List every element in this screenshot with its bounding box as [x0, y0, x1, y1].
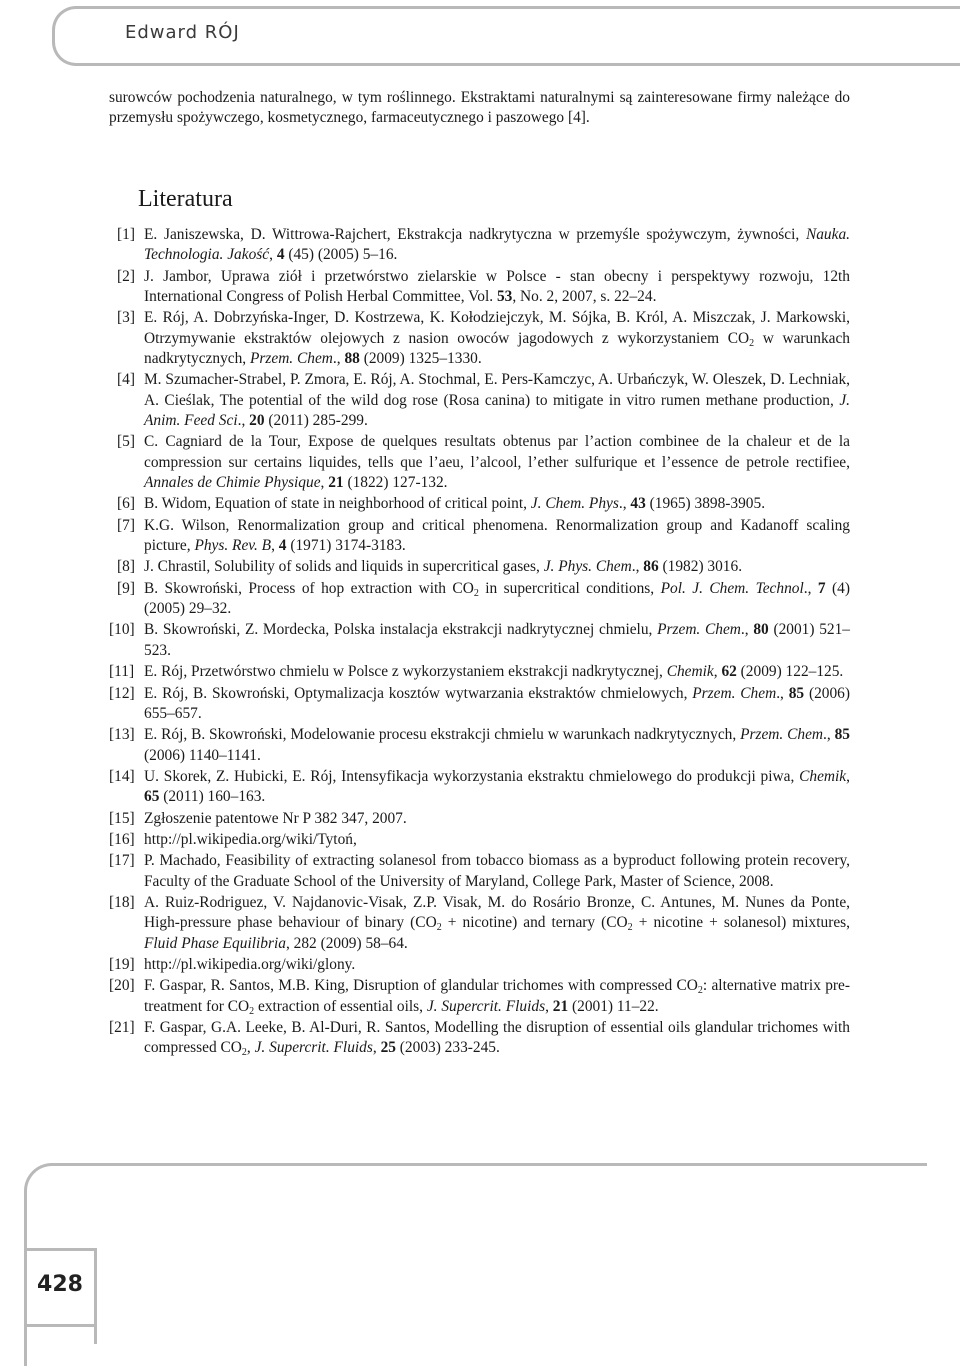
reference-item	[109, 1018, 850, 1059]
reference-number: [17]	[109, 852, 135, 870]
reference-text: B. Skowroński, Process of hop extraction with $CO_2$ in supercritical conditions, Pol. J. Chem. Technol., 7 (4) (2005) 29–32.	[144, 579, 850, 618]
page-tab-divider	[24, 1248, 94, 1251]
reference-number: [13]	[109, 726, 135, 744]
page-tab-divider	[94, 1248, 97, 1344]
reference-text: B. Skowroński, Z. Mordecka, Polska instalacja ekstrakcji nadkrytycznej chmielu, Przem. Chem., 80 (2001) 521–523.	[144, 621, 850, 659]
reference-number: [8]	[117, 558, 135, 576]
reference-number: [11]	[109, 663, 135, 681]
reference-number: [4]	[117, 371, 135, 389]
reference-number: [7]	[117, 516, 135, 534]
reference-item	[109, 579, 850, 620]
reference-text: U. Skorek, Z. Hubicki, E. Rój, Intensyfikacja wykorzystania ekstraktu chmielowego do produkcji piwa, Chemik, 65 (2011) 160–163.	[144, 767, 850, 806]
reference-text: J. Jambor, Uprawa ziół i przetwórstwo zielarskie w Polsce - stan obecny i perspektywy rozwoju, 12th International Congress of Polish Herbal Committee, Vol. 53, No. 2, 2007, s. 22–24.	[144, 267, 850, 305]
reference-number: [3]	[117, 309, 135, 327]
reference-item	[109, 830, 850, 850]
reference-number: [9]	[117, 579, 135, 597]
reference-text: K.G. Wilson, Renormalization group and critical phenomena. Renormalization group and Kadanoff scaling picture, Phys. Rev. B, 4 (1971) 3174-3183.	[144, 516, 850, 555]
reference-text: E. Rój, B. Skowroński, Optymalizacja kosztów wytwarzania ekstraktów chmielowych, Przem. Chem., 85 (2006) 655–657.	[144, 684, 850, 722]
reference-item	[109, 955, 850, 975]
reference-number: [5]	[117, 433, 135, 451]
reference-item	[109, 893, 850, 954]
reference-item	[109, 767, 850, 808]
reference-item	[109, 516, 850, 557]
reference-text: B. Widom, Equation of state in neighborhood of critical point, J. Chem. Phys., 43 (1965) 3898-3905.	[144, 495, 766, 513]
reference-number: [2]	[117, 267, 135, 285]
reference-text: M. Szumacher-Strabel, P. Zmora, E. Rój, A. Stochmal, E. Pers-Kamczyc, A. Urbańczyk, W. Oleszek, D. Lechniak, A. Cieślak, The potential of the wild dog rose (Rosa canina) to mitigate in vitro rumen methane production, J. Anim. Feed Sci., 20 (2011) 285-299.	[144, 371, 850, 429]
reference-item	[109, 494, 850, 514]
reference-item	[109, 225, 850, 266]
reference-text: http://pl.wikipedia.org/wiki/glony.	[144, 956, 356, 974]
reference-text: A. Ruiz-Rodriguez, V. Najdanovic-Visak, Z.P. Visak, M. do Rosário Bronze, C. Antunes, M. Nunes da Ponte, High-pressure phase behaviour of binary ($CO_2$ + nicotine) and ternary ($CO_2$ + nicotine + solanesol) mixtures, Fluid Phase Equilibria, 282 (2009) 58–64.	[144, 894, 850, 952]
reference-number: [21]	[109, 1019, 135, 1037]
reference-number: [14]	[109, 767, 135, 785]
reference-text: J. Chrastil, Solubility of solids and liquids in supercritical gases, J. Phys. Chem., 86 (1982) 3016.	[144, 558, 743, 576]
reference-number: [15]	[109, 809, 135, 827]
reference-text: E. Rój, Przetwórstwo chmielu w Polsce z wykorzystaniem ekstrakcji nadkrytycznej, Chemik, 62 (2009) 122–125.	[144, 663, 844, 681]
literature-heading: Literatura	[138, 186, 233, 212]
page-tab-frame	[24, 1163, 927, 1366]
reference-text: Zgłoszenie patentowe Nr P 382 347, 2007.	[144, 809, 407, 827]
reference-number: [20]	[109, 977, 135, 995]
reference-text: E. Rój, B. Skowroński, Modelowanie procesu ekstrakcji chmielu w warunkach nadkrytycznych, Przem. Chem., 85 (2006) 1140–1141.	[144, 726, 850, 764]
reference-item	[109, 662, 850, 682]
running-header-author: Edward RÓJ	[125, 22, 240, 43]
page-content	[109, 88, 851, 1059]
page-tab-divider	[24, 1324, 94, 1327]
reference-item	[109, 620, 850, 661]
reference-item	[109, 267, 850, 308]
reference-number: [19]	[109, 956, 135, 974]
reference-item	[109, 725, 850, 766]
reference-item	[109, 684, 850, 725]
page-number: 428	[37, 1272, 83, 1297]
reference-text: E. Rój, A. Dobrzyńska-Inger, D. Kostrzewa, K. Kołodziejczyk, M. Sójka, B. Król, A. Miszczak, J. Markowski, Otrzymywanie ekstraktów olejowych z nasion owoców jagodowych z wykorzystaniem $CO_2$ w warunkach nadkrytycznych, Przem. Chem., 88 (2009) 1325–1330.	[144, 309, 851, 367]
reference-item	[109, 851, 850, 892]
reference-text: F. Gaspar, G.A. Leeke, B. Al-Duri, R. Santos, Modelling the disruption of essential oils glandular trichomes with compressed $CO_2$, J. Supercrit. Fluids, 25 (2003) 233-245.	[144, 1019, 850, 1059]
reference-number: [16]	[109, 831, 135, 849]
reference-item	[109, 370, 850, 431]
reference-list	[109, 225, 850, 1060]
reference-number: [10]	[109, 621, 135, 639]
reference-item	[109, 432, 850, 493]
reference-number: [12]	[109, 684, 135, 702]
reference-text: P. Machado, Feasibility of extracting solanesol from tobacco biomass as a byproduct following protein recovery, Faculty of the Graduate School of the University of Maryland, College Park, Master of Science, 2008.	[144, 852, 850, 890]
reference-text: E. Janiszewska, D. Wittrowa-Rajchert, Ekstrakcja nadkrytyczna w przemyśle spożywczym, żywności, Nauka. Technologia. Jakość, 4 (45) (2005) 5–16.	[144, 226, 850, 264]
reference-item	[109, 557, 850, 577]
intro-paragraph: surowców pochodzenia naturalnego, w tym roślinnego. Ekstraktami naturalnymi są zainteresowane firmy należące do przemysłu spożywczego, kosmetycznego, farmaceutycznego i paszowego [4].	[109, 89, 850, 127]
reference-item	[109, 809, 850, 829]
reference-item	[109, 308, 850, 369]
reference-number: [6]	[117, 495, 135, 513]
reference-number: [18]	[109, 894, 135, 912]
reference-item	[109, 976, 850, 1017]
reference-text: http://pl.wikipedia.org/wiki/Tytoń,	[144, 831, 357, 849]
reference-number: [1]	[117, 226, 135, 243]
reference-text: C. Cagniard de la Tour, Expose de quelques resultats obtenus par l’action combinee de la chaleur et de la compression sur certains liquides, tells que l’aeu, l’alcool, l’ether sulfurique et l’essence de petrole rectifiee, Annales de Chimie Physique, 21 (1822) 127-132.	[144, 433, 850, 491]
reference-text: F. Gaspar, R. Santos, M.B. King, Disruption of glandular trichomes with compressed $CO_2$: alternative matrix pre-treatment for $CO_2$ extraction of essential oils, J. Supercrit. Fluids, 21 (2001) 11–22.	[144, 977, 850, 1017]
